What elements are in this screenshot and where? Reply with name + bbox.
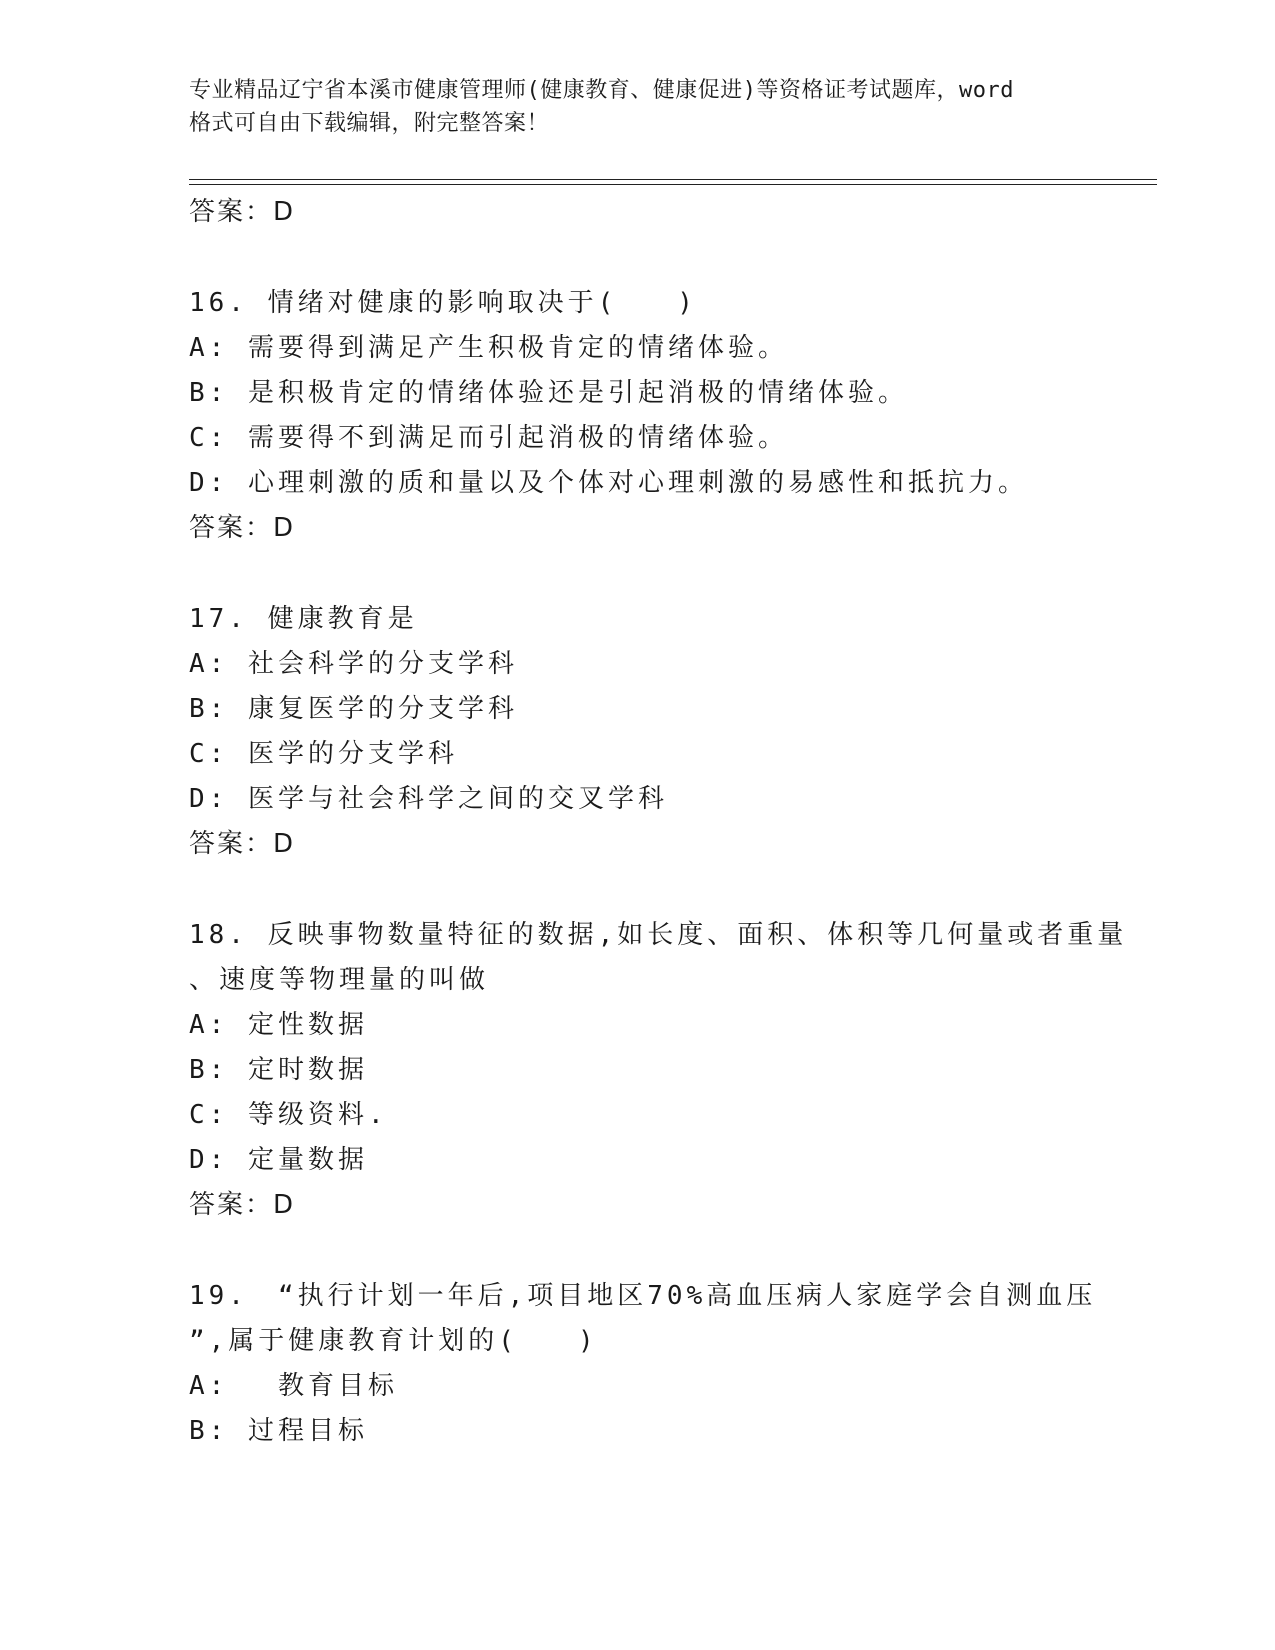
header-divider-top xyxy=(189,179,1157,180)
option-c: C: 医学的分支学科 xyxy=(189,739,458,769)
page-header xyxy=(189,74,1089,140)
option-c: C: 需要得不到满足而引起消极的情绪体验。 xyxy=(189,423,788,453)
option-b: B: 是积极肯定的情绪体验还是引起消极的情绪体验。 xyxy=(189,378,908,408)
header-line-2: 格式可自由下载编辑，附完整答案！ xyxy=(189,111,550,136)
option-b: B: 定时数据 xyxy=(189,1055,368,1085)
option-a: A: 定性数据 xyxy=(189,1010,368,1040)
spacer xyxy=(189,551,1089,597)
answer-previous: 答案：D xyxy=(189,197,296,227)
question-stem-line-1: 19. “执行计划一年后,项目地区70%高血压病人家庭学会自测血压 xyxy=(189,1281,1097,1311)
spacer xyxy=(189,235,1089,281)
answer: 答案：D xyxy=(189,1190,296,1220)
question-stem: 17. 健康教育是 xyxy=(189,604,418,634)
option-c: C: 等级资料. xyxy=(189,1100,388,1130)
option-d: D: 医学与社会科学之间的交叉学科 xyxy=(189,784,668,814)
option-a: A: 教育目标 xyxy=(189,1371,398,1401)
option-a: A: 社会科学的分支学科 xyxy=(189,649,518,679)
question-stem-line-2: 、速度等物理量的叫做 xyxy=(189,965,490,995)
option-b: B: 过程目标 xyxy=(189,1416,368,1446)
document-body xyxy=(189,190,1128,1454)
answer: 答案：D xyxy=(189,513,296,543)
question-stem-line-1: 18. 反映事物数量特征的数据,如长度、面积、体积等几何量或者重量 xyxy=(189,920,1128,950)
header-divider-bottom xyxy=(189,184,1157,185)
option-d: D: 定量数据 xyxy=(189,1145,368,1175)
question-stem-line-2: ”,属于健康教育计划的( ) xyxy=(189,1326,598,1356)
question-17 xyxy=(189,597,1089,867)
header-line-1: 专业精品辽宁省本溪市健康管理师(健康教育、健康促进)等资格证考试题库，word xyxy=(189,78,1014,103)
spacer xyxy=(189,1228,1089,1274)
question-stem: 16. 情绪对健康的影响取决于( ) xyxy=(189,288,697,318)
question-19 xyxy=(189,1274,1097,1454)
option-b: B: 康复医学的分支学科 xyxy=(189,694,518,724)
option-d: D: 心理刺激的质和量以及个体对心理刺激的易感性和抵抗力。 xyxy=(189,468,1028,498)
question-16 xyxy=(189,281,1089,551)
spacer xyxy=(189,867,1089,913)
option-a: A: 需要得到满足产生积极肯定的情绪体验。 xyxy=(189,333,788,363)
answer: 答案：D xyxy=(189,829,296,859)
question-18 xyxy=(189,913,1128,1228)
